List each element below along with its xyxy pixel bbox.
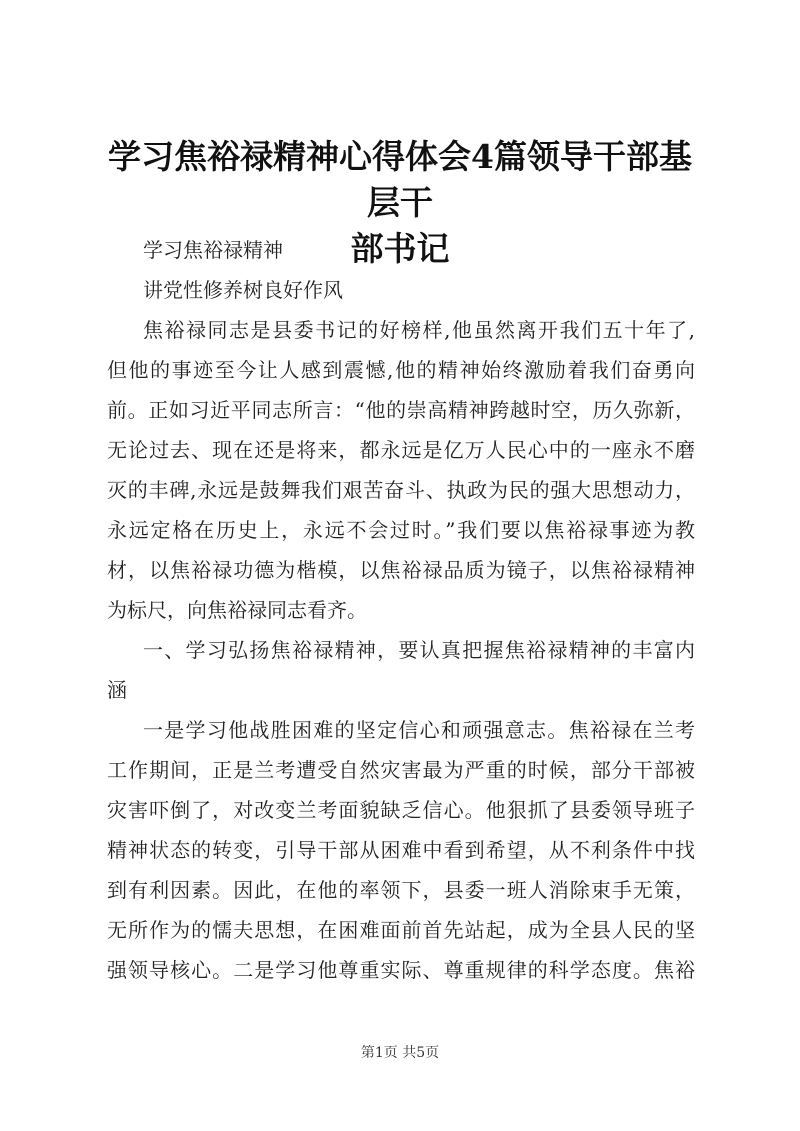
paragraph-line: 学习焦裕禄精神	[143, 238, 283, 262]
paragraph-line: 为标尺，向焦裕禄同志看齐。	[107, 598, 367, 622]
paragraph-line: 强领导核心。二是学习他尊重实际、尊重规律的科学态度。焦裕	[107, 958, 695, 982]
title-line: 部书记	[350, 229, 450, 268]
paragraph-line: 工作期间，正是兰考遭受自然灾害最为严重的时候，部分干部被	[107, 758, 695, 782]
paragraph-line: 焦裕禄同志是县委书记的好榜样,他虽然离开我们五十年了,	[143, 318, 695, 342]
paragraph-line: 涵	[107, 678, 127, 702]
paragraph-line: 到有利因素。因此，在他的率领下，县委一班人消除束手无策，	[107, 878, 695, 902]
paragraph-line: 前。正如习近平同志所言：“他的崇高精神跨越时空，历久弥新，	[107, 398, 695, 422]
page-number: 第1页 共5页	[360, 1045, 440, 1061]
paragraph-line: 一是学习他战胜困难的坚定信心和顽强意志。焦裕禄在兰考	[143, 718, 695, 742]
document-body	[107, 230, 695, 990]
paragraph-line: 精神状态的转变，引导干部从困难中看到希望，从不利条件中找	[107, 838, 695, 862]
paragraph-line: 灭的丰碑,永远是鼓舞我们艰苦奋斗、执政为民的强大思想动力，	[107, 478, 695, 502]
paragraph-line: 无所作为的懦夫思想，在困难面前首先站起，成为全县人民的坚	[107, 918, 695, 942]
paragraph-line: 一、学习弘扬焦裕禄精神，要认真把握焦裕禄精神的丰富内	[143, 638, 695, 662]
paragraph-line: 灾害吓倒了，对改变兰考面貌缺乏信心。他狠抓了县委领导班子	[107, 798, 695, 822]
title-line: 学习焦裕禄精神心得体会4篇领导干部基层干	[108, 137, 692, 222]
paragraph-line: 永远定格在历史上，永远不会过时。”我们要以焦裕禄事迹为教	[107, 518, 695, 542]
paragraph-line: 但他的事迹至今让人感到震憾,他的精神始终激励着我们奋勇向	[107, 358, 695, 382]
paragraph-line: 材，以焦裕禄功德为楷模，以焦裕禄品质为镜子，以焦裕禄精神	[107, 558, 695, 582]
paragraph-line: 讲党性修养树良好作风	[143, 278, 343, 302]
paragraph-line: 无论过去、现在还是将来，都永远是亿万人民心中的一座永不磨	[107, 438, 695, 462]
